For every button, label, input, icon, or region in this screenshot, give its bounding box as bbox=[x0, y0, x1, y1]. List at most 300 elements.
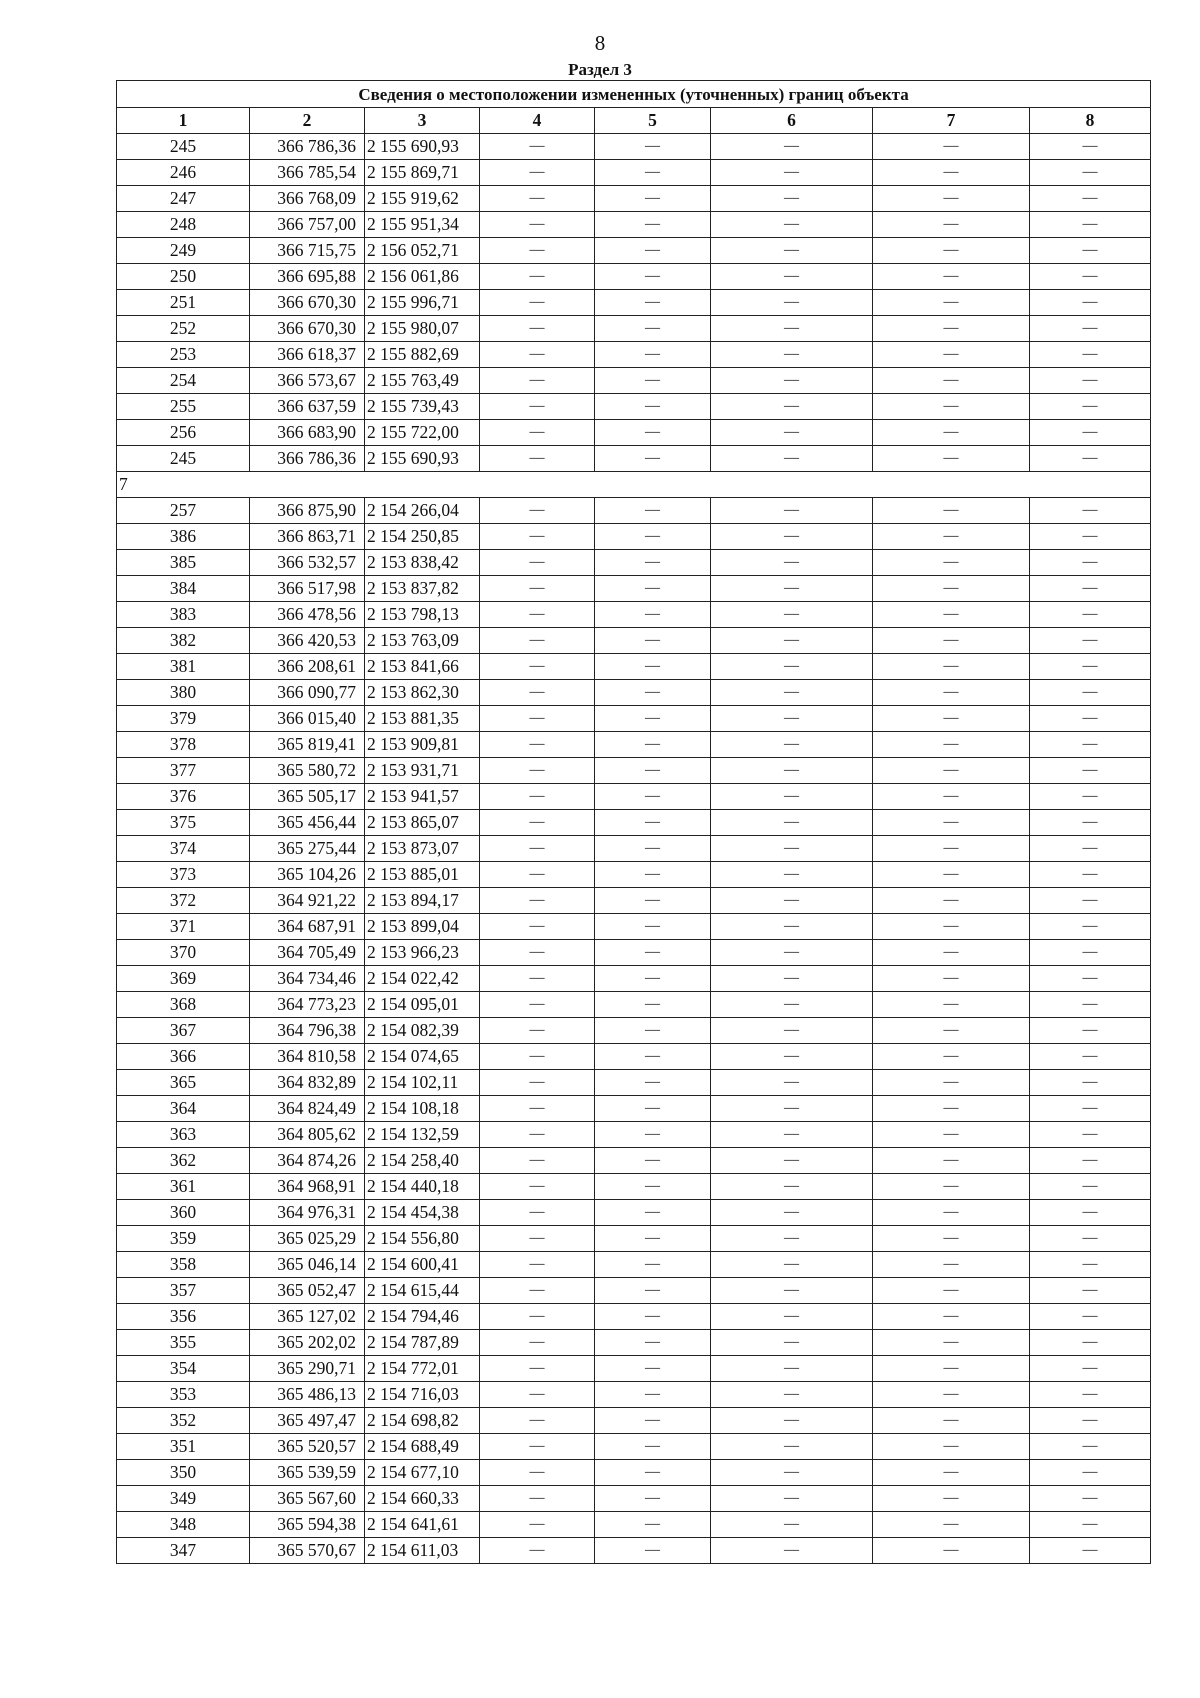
table-row bbox=[117, 1044, 1151, 1070]
empty-value-dash: — bbox=[711, 342, 873, 368]
empty-value-dash: — bbox=[711, 758, 873, 784]
empty-value-dash: — bbox=[1030, 524, 1151, 550]
empty-value-dash: — bbox=[480, 992, 595, 1018]
empty-value-dash: — bbox=[711, 654, 873, 680]
column-header-3: 3 bbox=[365, 108, 480, 134]
x-coordinate: 366 478,56 bbox=[250, 602, 365, 628]
x-coordinate: 364 832,89 bbox=[250, 1070, 365, 1096]
y-coordinate: 2 153 838,42 bbox=[365, 550, 480, 576]
table-row bbox=[117, 680, 1151, 706]
table-row bbox=[117, 160, 1151, 186]
empty-value-dash: — bbox=[480, 1174, 595, 1200]
empty-value-dash: — bbox=[595, 654, 711, 680]
y-coordinate: 2 155 951,34 bbox=[365, 212, 480, 238]
empty-value-dash: — bbox=[711, 498, 873, 524]
empty-value-dash: — bbox=[873, 420, 1030, 446]
empty-value-dash: — bbox=[595, 992, 711, 1018]
empty-value-dash: — bbox=[1030, 992, 1151, 1018]
empty-value-dash: — bbox=[595, 238, 711, 264]
table-row bbox=[117, 1018, 1151, 1044]
table-row bbox=[117, 1252, 1151, 1278]
empty-value-dash: — bbox=[595, 1304, 711, 1330]
empty-value-dash: — bbox=[711, 1304, 873, 1330]
empty-value-dash: — bbox=[711, 1070, 873, 1096]
empty-value-dash: — bbox=[480, 810, 595, 836]
empty-value-dash: — bbox=[711, 316, 873, 342]
x-coordinate: 365 456,44 bbox=[250, 810, 365, 836]
x-coordinate: 364 773,23 bbox=[250, 992, 365, 1018]
empty-value-dash: — bbox=[595, 524, 711, 550]
y-coordinate: 2 153 763,09 bbox=[365, 628, 480, 654]
x-coordinate: 365 819,41 bbox=[250, 732, 365, 758]
empty-value-dash: — bbox=[1030, 914, 1151, 940]
empty-value-dash: — bbox=[480, 1018, 595, 1044]
x-coordinate: 366 618,37 bbox=[250, 342, 365, 368]
y-coordinate: 2 154 772,01 bbox=[365, 1356, 480, 1382]
empty-value-dash: — bbox=[1030, 316, 1151, 342]
empty-value-dash: — bbox=[595, 576, 711, 602]
empty-value-dash: — bbox=[480, 1278, 595, 1304]
empty-value-dash: — bbox=[480, 394, 595, 420]
empty-value-dash: — bbox=[873, 550, 1030, 576]
point-number: 254 bbox=[117, 368, 250, 394]
table-row bbox=[117, 290, 1151, 316]
table-row bbox=[117, 1382, 1151, 1408]
empty-value-dash: — bbox=[595, 1330, 711, 1356]
x-coordinate: 366 768,09 bbox=[250, 186, 365, 212]
empty-value-dash: — bbox=[711, 1460, 873, 1486]
empty-value-dash: — bbox=[1030, 264, 1151, 290]
point-number: 377 bbox=[117, 758, 250, 784]
point-number: 350 bbox=[117, 1460, 250, 1486]
point-number: 358 bbox=[117, 1252, 250, 1278]
empty-value-dash: — bbox=[595, 732, 711, 758]
column-header-2: 2 bbox=[250, 108, 365, 134]
empty-value-dash: — bbox=[1030, 1486, 1151, 1512]
table-caption: Сведения о местоположении измененных (уточненных) границ объекта bbox=[117, 81, 1151, 108]
table-row bbox=[117, 212, 1151, 238]
x-coordinate: 365 570,67 bbox=[250, 1538, 365, 1564]
y-coordinate: 2 153 899,04 bbox=[365, 914, 480, 940]
empty-value-dash: — bbox=[873, 1382, 1030, 1408]
point-number: 248 bbox=[117, 212, 250, 238]
point-number: 257 bbox=[117, 498, 250, 524]
empty-value-dash: — bbox=[1030, 134, 1151, 160]
empty-value-dash: — bbox=[711, 524, 873, 550]
empty-value-dash: — bbox=[873, 316, 1030, 342]
y-coordinate: 2 154 022,42 bbox=[365, 966, 480, 992]
empty-value-dash: — bbox=[873, 602, 1030, 628]
empty-value-dash: — bbox=[711, 1408, 873, 1434]
table-row bbox=[117, 966, 1151, 992]
x-coordinate: 366 015,40 bbox=[250, 706, 365, 732]
empty-value-dash: — bbox=[873, 1304, 1030, 1330]
empty-value-dash: — bbox=[595, 1044, 711, 1070]
empty-value-dash: — bbox=[480, 524, 595, 550]
point-number: 362 bbox=[117, 1148, 250, 1174]
empty-value-dash: — bbox=[1030, 1330, 1151, 1356]
empty-value-dash: — bbox=[711, 784, 873, 810]
x-coordinate: 366 090,77 bbox=[250, 680, 365, 706]
point-number: 360 bbox=[117, 1200, 250, 1226]
empty-value-dash: — bbox=[480, 160, 595, 186]
empty-value-dash: — bbox=[1030, 576, 1151, 602]
empty-value-dash: — bbox=[711, 1226, 873, 1252]
empty-value-dash: — bbox=[873, 1018, 1030, 1044]
y-coordinate: 2 153 966,23 bbox=[365, 940, 480, 966]
y-coordinate: 2 155 869,71 bbox=[365, 160, 480, 186]
empty-value-dash: — bbox=[873, 290, 1030, 316]
empty-value-dash: — bbox=[1030, 1512, 1151, 1538]
y-coordinate: 2 155 882,69 bbox=[365, 342, 480, 368]
point-number: 353 bbox=[117, 1382, 250, 1408]
point-number: 363 bbox=[117, 1122, 250, 1148]
x-coordinate: 364 824,49 bbox=[250, 1096, 365, 1122]
empty-value-dash: — bbox=[873, 1356, 1030, 1382]
table-row bbox=[117, 134, 1151, 160]
x-coordinate: 365 104,26 bbox=[250, 862, 365, 888]
empty-value-dash: — bbox=[480, 1200, 595, 1226]
table-row bbox=[117, 836, 1151, 862]
x-coordinate: 366 695,88 bbox=[250, 264, 365, 290]
point-number: 256 bbox=[117, 420, 250, 446]
x-coordinate: 366 683,90 bbox=[250, 420, 365, 446]
empty-value-dash: — bbox=[873, 1096, 1030, 1122]
empty-value-dash: — bbox=[480, 212, 595, 238]
empty-value-dash: — bbox=[595, 1538, 711, 1564]
empty-value-dash: — bbox=[595, 862, 711, 888]
empty-value-dash: — bbox=[1030, 498, 1151, 524]
empty-value-dash: — bbox=[480, 1096, 595, 1122]
x-coordinate: 366 670,30 bbox=[250, 290, 365, 316]
point-number: 252 bbox=[117, 316, 250, 342]
point-number: 359 bbox=[117, 1226, 250, 1252]
empty-value-dash: — bbox=[1030, 186, 1151, 212]
y-coordinate: 2 155 763,49 bbox=[365, 368, 480, 394]
empty-value-dash: — bbox=[1030, 212, 1151, 238]
y-coordinate: 2 154 132,59 bbox=[365, 1122, 480, 1148]
x-coordinate: 365 052,47 bbox=[250, 1278, 365, 1304]
empty-value-dash: — bbox=[480, 498, 595, 524]
empty-value-dash: — bbox=[873, 238, 1030, 264]
empty-value-dash: — bbox=[480, 186, 595, 212]
empty-value-dash: — bbox=[480, 1460, 595, 1486]
point-number: 255 bbox=[117, 394, 250, 420]
empty-value-dash: — bbox=[711, 966, 873, 992]
empty-value-dash: — bbox=[595, 342, 711, 368]
empty-value-dash: — bbox=[480, 862, 595, 888]
x-coordinate: 364 874,26 bbox=[250, 1148, 365, 1174]
empty-value-dash: — bbox=[595, 446, 711, 472]
empty-value-dash: — bbox=[873, 732, 1030, 758]
empty-value-dash: — bbox=[873, 1486, 1030, 1512]
empty-value-dash: — bbox=[873, 1174, 1030, 1200]
group-row bbox=[117, 472, 1151, 498]
point-number: 348 bbox=[117, 1512, 250, 1538]
table-row bbox=[117, 1122, 1151, 1148]
empty-value-dash: — bbox=[873, 680, 1030, 706]
empty-value-dash: — bbox=[595, 1460, 711, 1486]
table-row bbox=[117, 1356, 1151, 1382]
point-number: 364 bbox=[117, 1096, 250, 1122]
empty-value-dash: — bbox=[480, 784, 595, 810]
empty-value-dash: — bbox=[873, 758, 1030, 784]
empty-value-dash: — bbox=[873, 1200, 1030, 1226]
empty-value-dash: — bbox=[873, 966, 1030, 992]
table-row bbox=[117, 628, 1151, 654]
empty-value-dash: — bbox=[595, 1486, 711, 1512]
point-number: 247 bbox=[117, 186, 250, 212]
section-title: Раздел 3 bbox=[568, 60, 632, 79]
empty-value-dash: — bbox=[595, 888, 711, 914]
empty-value-dash: — bbox=[1030, 1278, 1151, 1304]
empty-value-dash: — bbox=[480, 732, 595, 758]
empty-value-dash: — bbox=[1030, 1096, 1151, 1122]
empty-value-dash: — bbox=[480, 940, 595, 966]
y-coordinate: 2 154 688,49 bbox=[365, 1434, 480, 1460]
empty-value-dash: — bbox=[1030, 1226, 1151, 1252]
x-coordinate: 366 637,59 bbox=[250, 394, 365, 420]
column-header-row bbox=[117, 108, 1151, 134]
group-label: 7 bbox=[117, 472, 1151, 498]
y-coordinate: 2 154 794,46 bbox=[365, 1304, 480, 1330]
table-row bbox=[117, 1408, 1151, 1434]
empty-value-dash: — bbox=[711, 1122, 873, 1148]
empty-value-dash: — bbox=[480, 342, 595, 368]
y-coordinate: 2 154 074,65 bbox=[365, 1044, 480, 1070]
x-coordinate: 365 290,71 bbox=[250, 1356, 365, 1382]
x-coordinate: 364 976,31 bbox=[250, 1200, 365, 1226]
empty-value-dash: — bbox=[595, 1252, 711, 1278]
point-number: 367 bbox=[117, 1018, 250, 1044]
empty-value-dash: — bbox=[595, 1356, 711, 1382]
x-coordinate: 364 796,38 bbox=[250, 1018, 365, 1044]
empty-value-dash: — bbox=[873, 1252, 1030, 1278]
empty-value-dash: — bbox=[480, 238, 595, 264]
empty-value-dash: — bbox=[480, 680, 595, 706]
empty-value-dash: — bbox=[711, 368, 873, 394]
empty-value-dash: — bbox=[1030, 1434, 1151, 1460]
empty-value-dash: — bbox=[480, 654, 595, 680]
empty-value-dash: — bbox=[1030, 784, 1151, 810]
empty-value-dash: — bbox=[711, 1434, 873, 1460]
empty-value-dash: — bbox=[711, 134, 873, 160]
point-number: 368 bbox=[117, 992, 250, 1018]
y-coordinate: 2 153 798,13 bbox=[365, 602, 480, 628]
point-number: 253 bbox=[117, 342, 250, 368]
y-coordinate: 2 153 931,71 bbox=[365, 758, 480, 784]
point-number: 349 bbox=[117, 1486, 250, 1512]
empty-value-dash: — bbox=[480, 1382, 595, 1408]
empty-value-dash: — bbox=[711, 1096, 873, 1122]
empty-value-dash: — bbox=[873, 1044, 1030, 1070]
empty-value-dash: — bbox=[711, 394, 873, 420]
table-row bbox=[117, 1278, 1151, 1304]
table-body bbox=[117, 134, 1151, 1564]
empty-value-dash: — bbox=[480, 368, 595, 394]
point-number: 383 bbox=[117, 602, 250, 628]
table-row bbox=[117, 446, 1151, 472]
table-row bbox=[117, 238, 1151, 264]
x-coordinate: 365 127,02 bbox=[250, 1304, 365, 1330]
y-coordinate: 2 153 881,35 bbox=[365, 706, 480, 732]
table-row bbox=[117, 186, 1151, 212]
empty-value-dash: — bbox=[873, 1070, 1030, 1096]
column-header-6: 6 bbox=[711, 108, 873, 134]
empty-value-dash: — bbox=[480, 316, 595, 342]
x-coordinate: 364 805,62 bbox=[250, 1122, 365, 1148]
empty-value-dash: — bbox=[480, 550, 595, 576]
empty-value-dash: — bbox=[1030, 602, 1151, 628]
empty-value-dash: — bbox=[711, 1174, 873, 1200]
empty-value-dash: — bbox=[711, 1018, 873, 1044]
empty-value-dash: — bbox=[1030, 160, 1151, 186]
empty-value-dash: — bbox=[873, 654, 1030, 680]
x-coordinate: 366 785,54 bbox=[250, 160, 365, 186]
y-coordinate: 2 154 677,10 bbox=[365, 1460, 480, 1486]
empty-value-dash: — bbox=[595, 940, 711, 966]
empty-value-dash: — bbox=[480, 1408, 595, 1434]
empty-value-dash: — bbox=[1030, 1122, 1151, 1148]
x-coordinate: 364 705,49 bbox=[250, 940, 365, 966]
y-coordinate: 2 154 641,61 bbox=[365, 1512, 480, 1538]
empty-value-dash: — bbox=[711, 862, 873, 888]
empty-value-dash: — bbox=[873, 914, 1030, 940]
empty-value-dash: — bbox=[595, 1070, 711, 1096]
y-coordinate: 2 153 841,66 bbox=[365, 654, 480, 680]
x-coordinate: 365 497,47 bbox=[250, 1408, 365, 1434]
empty-value-dash: — bbox=[480, 1044, 595, 1070]
empty-value-dash: — bbox=[873, 1278, 1030, 1304]
empty-value-dash: — bbox=[480, 290, 595, 316]
empty-value-dash: — bbox=[711, 1252, 873, 1278]
empty-value-dash: — bbox=[595, 914, 711, 940]
point-number: 373 bbox=[117, 862, 250, 888]
y-coordinate: 2 154 454,38 bbox=[365, 1200, 480, 1226]
x-coordinate: 366 863,71 bbox=[250, 524, 365, 550]
table-row bbox=[117, 1304, 1151, 1330]
y-coordinate: 2 155 996,71 bbox=[365, 290, 480, 316]
point-number: 250 bbox=[117, 264, 250, 290]
empty-value-dash: — bbox=[873, 1512, 1030, 1538]
y-coordinate: 2 154 440,18 bbox=[365, 1174, 480, 1200]
table-row bbox=[117, 732, 1151, 758]
empty-value-dash: — bbox=[1030, 680, 1151, 706]
empty-value-dash: — bbox=[480, 264, 595, 290]
y-coordinate: 2 154 556,80 bbox=[365, 1226, 480, 1252]
y-coordinate: 2 153 862,30 bbox=[365, 680, 480, 706]
x-coordinate: 365 580,72 bbox=[250, 758, 365, 784]
point-number: 249 bbox=[117, 238, 250, 264]
empty-value-dash: — bbox=[1030, 758, 1151, 784]
y-coordinate: 2 154 716,03 bbox=[365, 1382, 480, 1408]
empty-value-dash: — bbox=[595, 1278, 711, 1304]
empty-value-dash: — bbox=[873, 1148, 1030, 1174]
empty-value-dash: — bbox=[711, 1148, 873, 1174]
table-row bbox=[117, 316, 1151, 342]
empty-value-dash: — bbox=[1030, 706, 1151, 732]
empty-value-dash: — bbox=[595, 810, 711, 836]
empty-value-dash: — bbox=[480, 1512, 595, 1538]
empty-value-dash: — bbox=[711, 940, 873, 966]
table-row bbox=[117, 550, 1151, 576]
x-coordinate: 364 734,46 bbox=[250, 966, 365, 992]
y-coordinate: 2 154 258,40 bbox=[365, 1148, 480, 1174]
table-row bbox=[117, 784, 1151, 810]
empty-value-dash: — bbox=[873, 1226, 1030, 1252]
point-number: 365 bbox=[117, 1070, 250, 1096]
empty-value-dash: — bbox=[873, 940, 1030, 966]
empty-value-dash: — bbox=[873, 862, 1030, 888]
empty-value-dash: — bbox=[873, 784, 1030, 810]
empty-value-dash: — bbox=[1030, 1356, 1151, 1382]
empty-value-dash: — bbox=[711, 1330, 873, 1356]
empty-value-dash: — bbox=[595, 1226, 711, 1252]
empty-value-dash: — bbox=[1030, 420, 1151, 446]
y-coordinate: 2 154 611,03 bbox=[365, 1538, 480, 1564]
empty-value-dash: — bbox=[595, 394, 711, 420]
point-number: 374 bbox=[117, 836, 250, 862]
point-number: 379 bbox=[117, 706, 250, 732]
empty-value-dash: — bbox=[711, 1200, 873, 1226]
empty-value-dash: — bbox=[595, 316, 711, 342]
y-coordinate: 2 154 250,85 bbox=[365, 524, 480, 550]
empty-value-dash: — bbox=[1030, 1070, 1151, 1096]
table-row bbox=[117, 1330, 1151, 1356]
point-number: 372 bbox=[117, 888, 250, 914]
empty-value-dash: — bbox=[595, 186, 711, 212]
point-number: 370 bbox=[117, 940, 250, 966]
empty-value-dash: — bbox=[595, 784, 711, 810]
empty-value-dash: — bbox=[480, 914, 595, 940]
empty-value-dash: — bbox=[873, 498, 1030, 524]
empty-value-dash: — bbox=[480, 134, 595, 160]
empty-value-dash: — bbox=[595, 1018, 711, 1044]
point-number: 245 bbox=[117, 134, 250, 160]
empty-value-dash: — bbox=[1030, 1460, 1151, 1486]
empty-value-dash: — bbox=[711, 914, 873, 940]
y-coordinate: 2 153 894,17 bbox=[365, 888, 480, 914]
point-number: 354 bbox=[117, 1356, 250, 1382]
empty-value-dash: — bbox=[711, 446, 873, 472]
column-header-8: 8 bbox=[1030, 108, 1151, 134]
point-number: 352 bbox=[117, 1408, 250, 1434]
table-row bbox=[117, 810, 1151, 836]
empty-value-dash: — bbox=[711, 810, 873, 836]
x-coordinate: 365 486,13 bbox=[250, 1382, 365, 1408]
point-number: 356 bbox=[117, 1304, 250, 1330]
empty-value-dash: — bbox=[595, 1200, 711, 1226]
empty-value-dash: — bbox=[711, 420, 873, 446]
table-row bbox=[117, 394, 1151, 420]
empty-value-dash: — bbox=[1030, 732, 1151, 758]
empty-value-dash: — bbox=[595, 836, 711, 862]
empty-value-dash: — bbox=[1030, 290, 1151, 316]
y-coordinate: 2 154 698,82 bbox=[365, 1408, 480, 1434]
empty-value-dash: — bbox=[711, 550, 873, 576]
empty-value-dash: — bbox=[711, 706, 873, 732]
empty-value-dash: — bbox=[1030, 342, 1151, 368]
empty-value-dash: — bbox=[711, 888, 873, 914]
y-coordinate: 2 154 095,01 bbox=[365, 992, 480, 1018]
empty-value-dash: — bbox=[480, 836, 595, 862]
point-number: 347 bbox=[117, 1538, 250, 1564]
column-header-7: 7 bbox=[873, 108, 1030, 134]
point-number: 378 bbox=[117, 732, 250, 758]
empty-value-dash: — bbox=[595, 1096, 711, 1122]
empty-value-dash: — bbox=[480, 1434, 595, 1460]
x-coordinate: 366 532,57 bbox=[250, 550, 365, 576]
